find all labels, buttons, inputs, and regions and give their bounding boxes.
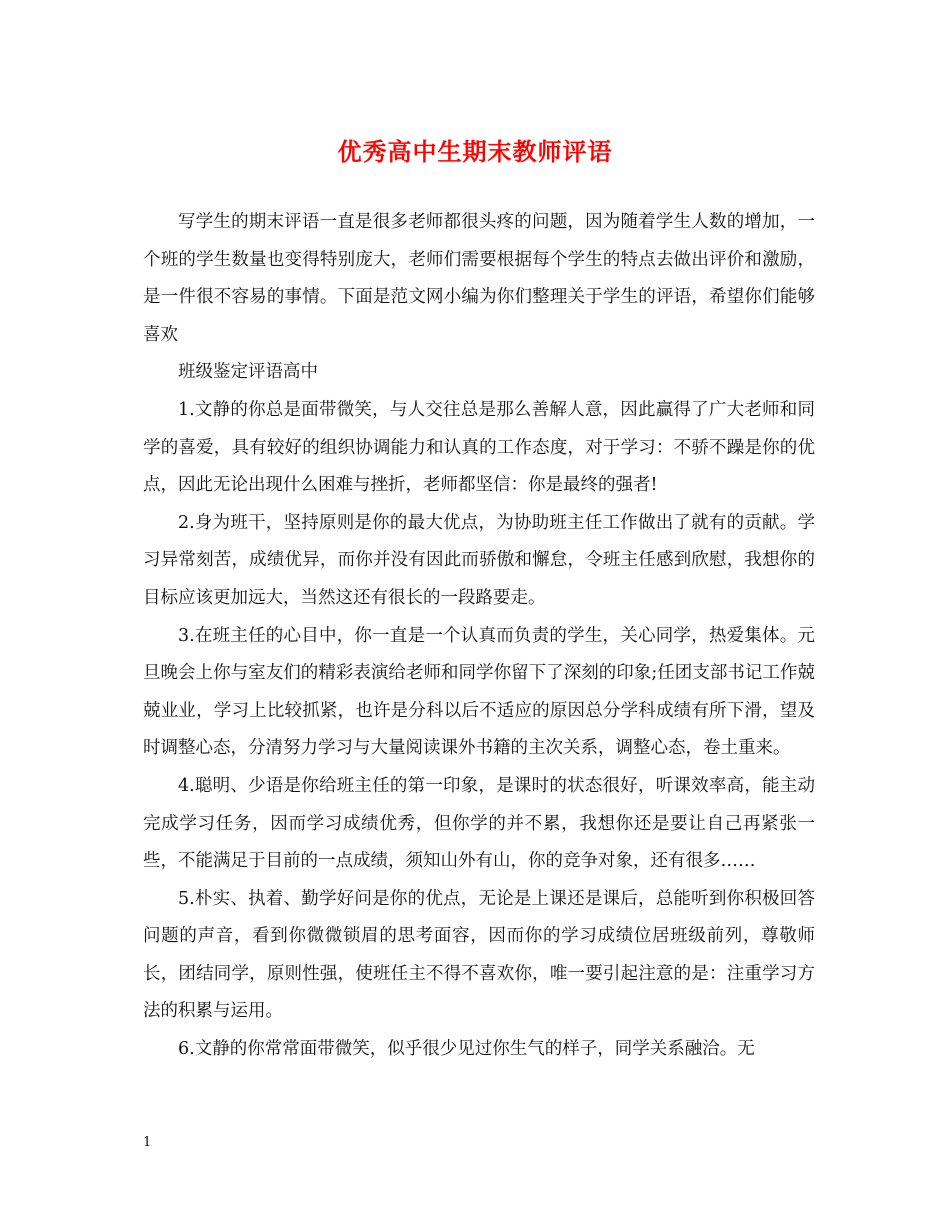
page-number: 1 [143,1135,152,1150]
comment-paragraph-2: 2.身为班干，坚持原则是你的最大优点，为协助班主任工作做出了就有的贡献。学习异常刻苦，成绩优异，而你并没有因此而骄傲和懈怠，令班主任感到欣慰，我想你的目标应该更加远大，当然这还有很长的一段路要走。 [143,512,815,608]
comment-paragraph-4: 4.聪明、少语是你给班主任的第一印象，是课时的状态很好，听课效率高，能主动完成学习任务，因而学习成绩优秀，但你学的并不累，我想你还是要让自己再紧张一些，不能满足于目前的一点成绩，须知山外有山，你的竞争对象，还有很多…… [143,775,815,872]
comment-paragraph-3: 3.在班主任的心目中，你一直是一个认真而负责的学生，关心同学，热爱集体。元旦晚会上你与室友们的精彩表演给老师和同学你留下了深刻的印象;任团支部书记工作兢兢业业，学习上比较抓紧，也许是分科以后不适应的原因总分学科成绩有所下滑，望及时调整心态，分清努力学习与大量阅读课外书籍的主次关系，调整心态，卷土重来。 [143,625,815,759]
comment-paragraph-5: 5.朴实、执着、勤学好问是你的优点，无论是上课还是课后，总能听到你积极回答问题的声音，看到你微微锁眉的思考面容，因而你的学习成绩位居班级前列，尊敬师长，团结同学，原则性强，使班任主不得不喜欢你，唯一要引起注意的是：注重学习方法的积累与运用。 [143,888,815,1022]
intro-paragraph: 写学生的期末评语一直是很多老师都很头疼的问题，因为随着学生人数的增加，一个班的学生数量也变得特别庞大，老师们需要根据每个学生的特点去做出评价和激励，是一件很不容易的事情。下面是范文网小编为你们整理关于学生的评语，希望你们能够喜欢 [143,212,815,345]
document-title: 优秀高中生期末教师评语 [337,137,613,166]
comment-paragraph-1: 1.文静的你总是面带微笑，与人交往总是那么善解人意，因此赢得了广大老师和同学的喜爱，具有较好的组织协调能力和认真的工作态度，对于学习：不骄不躁是你的优点，因此无论出现什么困难与挫折，老师都坚信：你是最终的强者! [143,399,815,496]
comment-paragraph-6: 6.文静的你常常面带微笑，似乎很少见过你生气的样子，同学关系融洽。无 [178,1039,755,1060]
document-body [143,204,815,1069]
section-heading: 班级鉴定评语高中 [178,362,318,383]
